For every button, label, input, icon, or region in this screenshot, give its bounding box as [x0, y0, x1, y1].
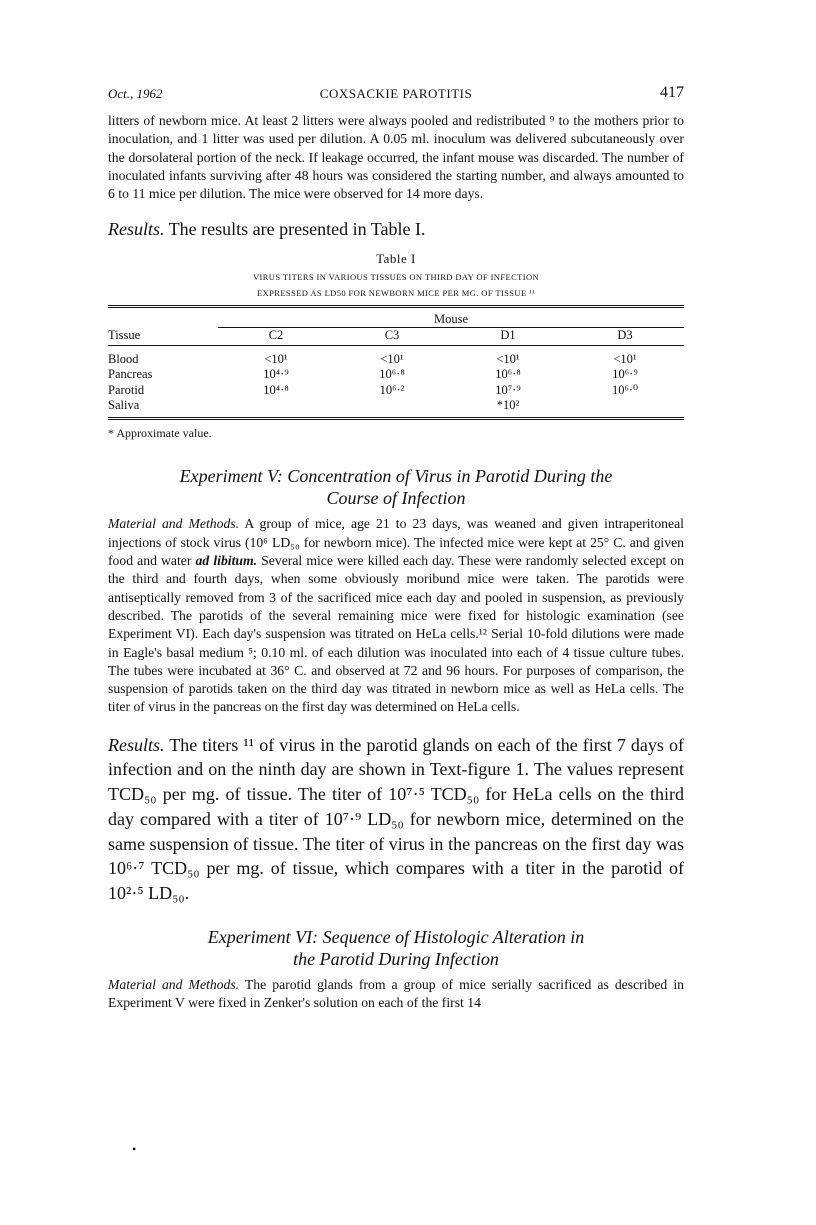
- row-label: Pancreas: [108, 367, 153, 382]
- experiment-vi-heading-line2: the Parotid During Infection: [293, 948, 499, 969]
- experiment-v-heading-line1: Experiment V: Concentration of Virus in Parotid During the: [179, 466, 613, 487]
- table-cell: *10²: [496, 398, 520, 413]
- table-row: [108, 398, 684, 417]
- experiment-v-heading: [108, 465, 684, 509]
- table-cell: 10⁶·⁹: [612, 367, 638, 382]
- results-text: The results are presented in Table I.: [164, 219, 426, 240]
- table-cell: <10¹: [496, 352, 520, 367]
- table-group-header-row: [108, 307, 684, 328]
- table-row: [108, 382, 684, 398]
- row-label: Saliva: [108, 398, 140, 413]
- table-caption-line1: VIRUS TITERS IN VARIOUS TISSUES ON THIRD DAY OF INFECTION: [252, 272, 540, 283]
- table-cell: [334, 398, 450, 417]
- experiment-vi-methods: [108, 976, 684, 1013]
- methods-italic: ad libitum.: [195, 553, 258, 569]
- results-lead: Results.: [108, 219, 165, 240]
- column-header: D3: [566, 328, 684, 346]
- experiment-v-heading-line2: Course of Infection: [326, 488, 466, 509]
- methods-lead: Material and Methods.: [108, 516, 240, 532]
- results-sentence: [108, 217, 684, 241]
- experiment-v-methods: [108, 515, 684, 716]
- table-row: [108, 346, 684, 368]
- experiment-vi-heading: [108, 926, 684, 970]
- table-cell: <10¹: [264, 352, 288, 367]
- methods-text: The parotid glands from a group of mice serially sacrificed as described in Experiment V were fixed in Zenker's solution on each of the first 14: [108, 976, 684, 1010]
- page-number: 417: [660, 84, 684, 101]
- table-footnote: * Approximate value.: [108, 426, 212, 441]
- table-cell: 10⁴·⁹: [263, 367, 289, 382]
- experiment-v-results: [108, 733, 684, 906]
- methods-text-b: Several mice were killed each day. These were randomly selected except on the third and fourth days, when some obviously moribund mice were taken. The parotids were antiseptically removed from 3 of the sacrificed mice each day and pooled in suspension, as previously described. The parotids of the several remaining mice were fixed for histologic examination (see Experiment VI). Each day's suspension was titrated on HeLa cells.¹² Serial 10-fold dilutions were made in Eagle's basal medium ⁵; 0.10 ml. of each dilution was inoculated into each of 4 tissue culture tubes. The tubes were incubated at 36° C. and observed at 72 and 96 hours. For purposes of comparison, the suspension of parotids taken on the third day was titrated in newborn mice as well as HeLa cells. The titer of virus in the pancreas on the first day was determined on HeLa cells.: [108, 553, 684, 715]
- table-cell: 10⁶·⁸: [495, 367, 521, 382]
- column-header: D1: [450, 328, 566, 346]
- table-cell: [218, 398, 334, 417]
- column-header: C3: [334, 328, 450, 346]
- methods-text-a: A group of mice, age 21 to 23 days, was weaned and given intraperitoneal injections of stock virus (10⁶ LD₅₀ for newborn mice). The infected mice were kept at 25° C. and given food and water: [108, 516, 684, 569]
- row-label: Blood: [108, 352, 139, 367]
- page: [108, 86, 684, 1012]
- table-cell: <10¹: [613, 352, 637, 367]
- row-label: Parotid: [108, 382, 145, 397]
- header-running-title: COXSACKIE PAROTITIS: [319, 86, 473, 101]
- results-lead: Results.: [108, 734, 165, 755]
- table-caption-line2: EXPRESSED AS LD50 FOR NEWBORN MICE PER MG. OF TISSUE ¹¹: [257, 288, 535, 299]
- column-header: C2: [218, 328, 334, 346]
- table-cell: 10⁶·⁰: [611, 383, 639, 398]
- table-title: Table I: [376, 251, 416, 267]
- table-bottom-rule: [108, 417, 684, 420]
- header-date: Oct., 1962: [108, 86, 163, 101]
- experiment-vi-heading-line1: Experiment VI: Sequence of Histologic Alteration in: [207, 926, 585, 947]
- running-header: [108, 86, 684, 112]
- column-header-tissue: Tissue: [108, 328, 218, 346]
- table-cell: 10⁴·⁸: [263, 382, 289, 397]
- table-caption: [108, 269, 684, 301]
- table-cell: 10⁶·²: [379, 382, 405, 397]
- results-text: The titers ¹¹ of virus in the parotid glands on each of the first 7 days of infection and on the ninth day are shown in Text-figure 1. The values represent TCD₅₀ per mg. of tissue. The titer of 10⁷·⁵ TCD₅₀ for HeLa cells on the third day compared with a titer of 10⁷·⁹ LD₅₀ for newborn mice, determined on the same suspension of tissue. The titer of virus in the pancreas on the first day was 10⁶·⁷ TCD₅₀ per mg. of tissue, which compares with a titer in the parotid of 10²·⁵ LD₅₀.: [108, 734, 684, 903]
- paragraph-intro: litters of newborn mice. At least 2 litters were always pooled and redistributed ⁹ to the mothers prior to inoculation, and 1 litter was used per dilution. A 0.05 ml. inoculum was delivered subcutaneously over the dorsolateral portion of the neck. If leakage occurred, the infant mouse was discarded. The number of inoculated infants surviving after 48 hours was considered the starting number, and always amounted to 6 to 11 mice per dilution. The mice were observed for 14 more days.: [108, 113, 684, 202]
- table-cell: 10⁷·⁹: [495, 382, 521, 397]
- virus-titer-table: [108, 305, 684, 417]
- table-cell: 10⁶·⁸: [379, 367, 405, 382]
- table-column-header-row: [108, 328, 684, 346]
- methods-lead: Material and Methods.: [108, 976, 240, 992]
- table-cell: [566, 398, 684, 417]
- stray-bullet-mark: •: [132, 1142, 137, 1156]
- table-row: [108, 367, 684, 382]
- group-header-mouse: Mouse: [433, 312, 469, 327]
- table-cell: <10¹: [380, 352, 404, 367]
